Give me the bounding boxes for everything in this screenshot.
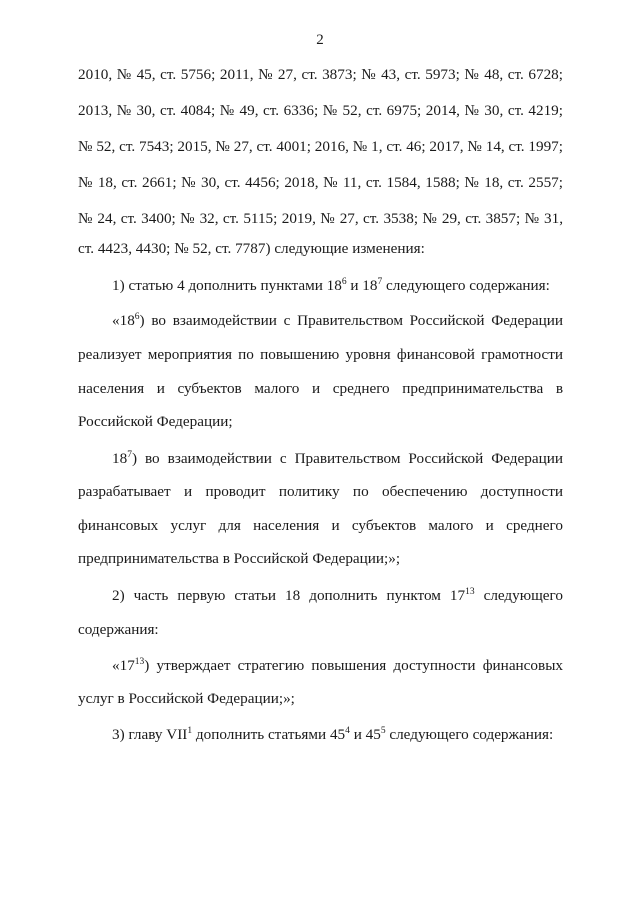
text-line: разрабатывает и проводит политику по обеспечению доступности <box>78 483 563 500</box>
text-line: населения и субъектов малого и среднего предпринимательства в <box>78 380 563 397</box>
list-item-3: 3) главу VII$^1$ дополнить статьями $45^4$ и $45^5$ следующего содержания: <box>112 726 554 743</box>
text-line: реализует мероприятия по повышению уровня финансовой грамотности <box>78 346 563 363</box>
clause-17-13: «$17^{13}$) утверждает стратегию повышения доступности финансовых <box>112 657 563 674</box>
clause-18-7: $18^7$) во взаимодействии с Правительством Российской Федерации <box>112 450 563 467</box>
text-line: услуг в Российской Федерации;»; <box>78 690 295 707</box>
list-item-1: 1) статью 4 дополнить пунктами $18^6$ и $18^7$ следующего содержания: <box>112 277 550 294</box>
text-line: предпринимательства в Российской Федерации;»; <box>78 550 401 567</box>
text-line: Российской Федерации; <box>78 413 233 430</box>
text-line: 2013, № 30, ст. 4084; № 49, ст. 6336; № 52, ст. 6975; 2014, № 30, ст. 4219; <box>78 102 563 119</box>
list-item-2: 2) часть первую статьи 18 дополнить пунктом $17^{13}$ следующего <box>112 587 563 604</box>
text-line: № 52, ст. 7543; 2015, № 27, ст. 4001; 2016, № 1, ст. 46; 2017, № 14, ст. 1997; <box>78 138 563 155</box>
text-line: финансовых услуг для населения и субъектов малого и среднего <box>78 517 563 534</box>
clause-18-6: «$18^6$) во взаимодействии с Правительством Российской Федерации <box>112 312 563 329</box>
text-line: 2010, № 45, ст. 5756; 2011, № 27, ст. 3873; № 43, ст. 5973; № 48, ст. 6728; <box>78 66 563 83</box>
text-line: ст. 4423, 4430; № 52, ст. 7787) следующие изменения: <box>78 240 425 257</box>
text-line: № 24, ст. 3400; № 32, ст. 5115; 2019, № 27, ст. 3538; № 29, ст. 3857; № 31, <box>78 210 563 227</box>
text-line: содержания: <box>78 621 159 638</box>
text-line: № 18, ст. 2661; № 30, ст. 4456; 2018, № 11, ст. 1584, 1588; № 18, ст. 2557; <box>78 174 563 191</box>
page-number: 2 <box>316 32 324 48</box>
